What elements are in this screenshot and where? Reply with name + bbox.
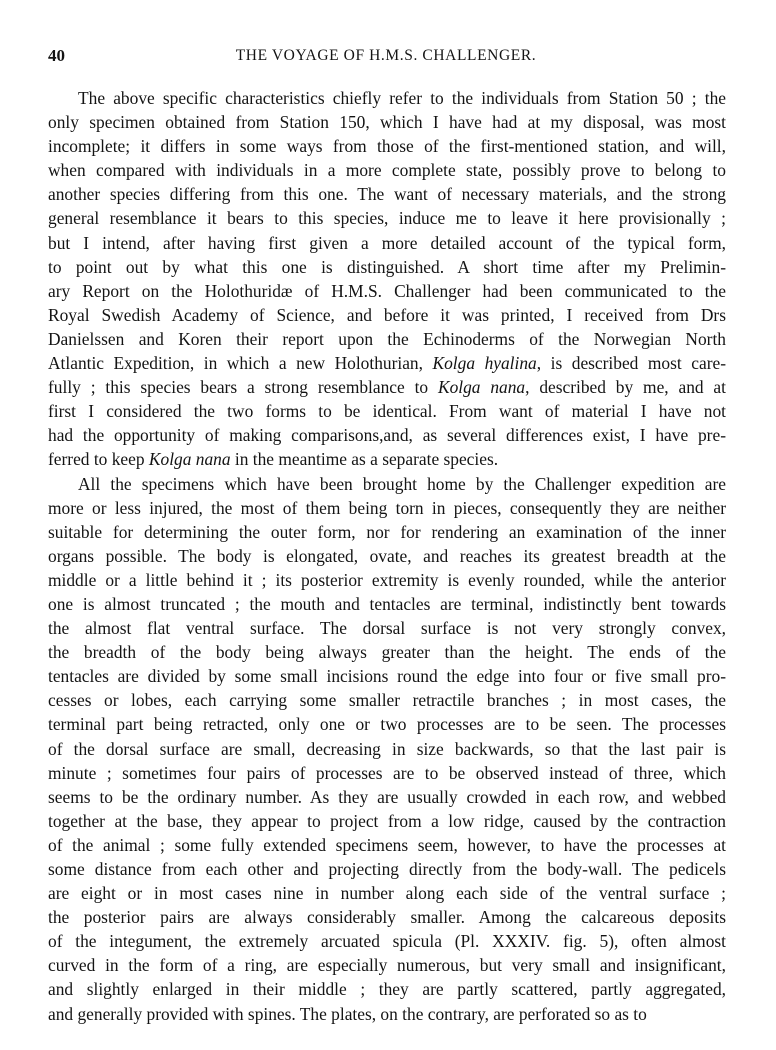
text-line [48,688,726,712]
text-line [48,303,726,327]
text-run: , is described most care- [536,353,726,374]
text-run: Atlantic Expedition, in which a new Holothurian, [48,353,433,374]
text-line [48,737,726,761]
text-line [48,857,726,881]
text-line [48,327,726,351]
text-run: the breadth of the body being always greater than the height. The ends of the [48,642,726,663]
text-run: , described by me, and at [525,377,726,398]
text-line [48,785,726,809]
running-title: THE VOYAGE OF H.M.S. CHALLENGER. [235,47,537,64]
text-line [48,423,726,447]
text-run: only specimen obtained from Station 150, which I have had at my disposal, was most [48,112,726,133]
text-run: the almost flat ventral surface. The dorsal surface is not very strongly convex, [48,618,726,639]
italic-taxon-name: Kolga nana [148,449,231,470]
text-run: are eight or in most cases nine in number along each side of the ventral surface ; [48,883,726,904]
text-run: but I intend, after having first given a more detailed account of the typical form, [48,232,726,253]
text-run: minute ; sometimes four pairs of processes are to be observed instead of three, which [48,762,726,783]
text-run: organs possible. The body is elongated, ovate, and reaches its greatest breadth at the [48,545,726,566]
text-run: more or less injured, the most of them being torn in pieces, consequently they are neither [48,497,726,518]
text-run: All the specimens which have been brought home by the Challenger expedition are [78,473,726,494]
text-line [48,664,726,688]
text-line [48,472,726,496]
text-run: to point out by what this one is distinguished. A short time after my Prelimin- [48,256,726,277]
text-line [48,1002,726,1026]
text-run: The above specific characteristics chiefly refer to the individuals from Station 50 ; the [78,88,726,108]
text-run: the posterior pairs are always considerably smaller. Among the calcareous deposits [48,907,726,928]
text-run: of the integument, the extremely arcuated spicula (Pl. XXXIV. fig. 5), often almost [48,931,726,952]
running-head [48,46,724,70]
text-line [48,447,726,471]
text-run: in the meantime as a separate species. [230,449,499,470]
page-number: 40 [48,46,65,65]
text-line [48,833,726,857]
text-run: general resemblance it bears to this species, induce me to leave it here provisionally ; [48,208,726,229]
text-line [48,231,726,255]
text-line [48,905,726,929]
text-line [48,134,726,158]
italic-taxon-name: Kolga nana [437,377,526,398]
text-line [48,712,726,736]
text-line [48,182,726,206]
text-run: of the dorsal surface are small, decreasing in size backwards, so that the last pair is [48,738,726,759]
text-run: curved in the form of a ring, are especially numerous, but very small and insignificant, [48,955,726,976]
text-line [48,881,726,905]
text-line [48,953,726,977]
text-line [48,110,726,134]
text-line [48,496,726,520]
text-line [48,977,726,1001]
text-run: Royal Swedish Academy of Science, and before it was printed, I received from Drs [48,304,726,325]
text-run: another species differing from this one. The want of necessary materials, and the strong [48,184,726,205]
text-line [48,206,726,230]
text-line [48,279,726,303]
text-line [48,399,726,423]
text-line [48,929,726,953]
text-line [48,351,726,375]
text-line [48,809,726,833]
text-line [48,255,726,279]
text-run: some distance from each other and projecting directly from the body-wall. The pedicels [48,859,726,879]
text-run: Danielssen and Koren their report upon the Echinoderms of the Norwegian North [48,328,726,349]
paragraph [48,472,726,1026]
text-line [48,616,726,640]
text-run: cesses or lobes, each carrying some smaller retractile branches ; in most cases, the [48,690,726,711]
text-run: and generally provided with spines. The plates, on the contrary, are perforated so as to [48,1003,647,1024]
text-line [48,568,726,592]
text-run: first I considered the two forms to be identical. From want of material I have not [48,401,726,422]
text-line [48,592,726,616]
text-line [48,375,726,399]
text-run: ferred to keep [48,449,149,470]
text-run: terminal part being retracted, only one or two processes are to be seen. The processes [48,714,726,735]
italic-taxon-name: Kolga hyalina [432,353,537,374]
text-run: had the opportunity of making comparisons,and, as several differences exist, I have pre- [48,425,726,446]
text-line [48,640,726,664]
text-line [48,86,726,110]
text-line [48,158,726,182]
text-run: suitable for determining the outer form, nor for rendering an examination of the inner [48,521,726,542]
body-text [48,86,726,1026]
paragraph [48,86,726,472]
text-run: incomplete; it differs in some ways from those of the first-mentioned station, and will, [48,136,726,157]
text-run: together at the base, they appear to project from a low ridge, caused by the contraction [48,810,726,831]
text-run: and slightly enlarged in their middle ; they are partly scattered, partly aggregated, [48,979,726,1000]
text-run: seems to be the ordinary number. As they are usually crowded in each row, and webbed [48,786,726,807]
text-run: when compared with individuals in a more complete state, possibly prove to belong to [48,160,726,181]
text-run: middle or a little behind it ; its posterior extremity is evenly rounded, while the anterior [48,569,726,590]
text-run: ary Report on the Holothuridæ of H.M.S. Challenger had been communicated to the [48,280,726,301]
text-line [48,761,726,785]
text-run: fully ; this species bears a strong resemblance to [48,377,438,398]
text-run: tentacles are divided by some small incisions round the edge into four or five small pro- [48,666,726,687]
text-run: one is almost truncated ; the mouth and tentacles are terminal, indistinctly bent towards [48,593,726,614]
text-run: of the animal ; some fully extended specimens seem, however, to have the processes at [48,834,726,855]
text-line [48,520,726,544]
text-line [48,544,726,568]
